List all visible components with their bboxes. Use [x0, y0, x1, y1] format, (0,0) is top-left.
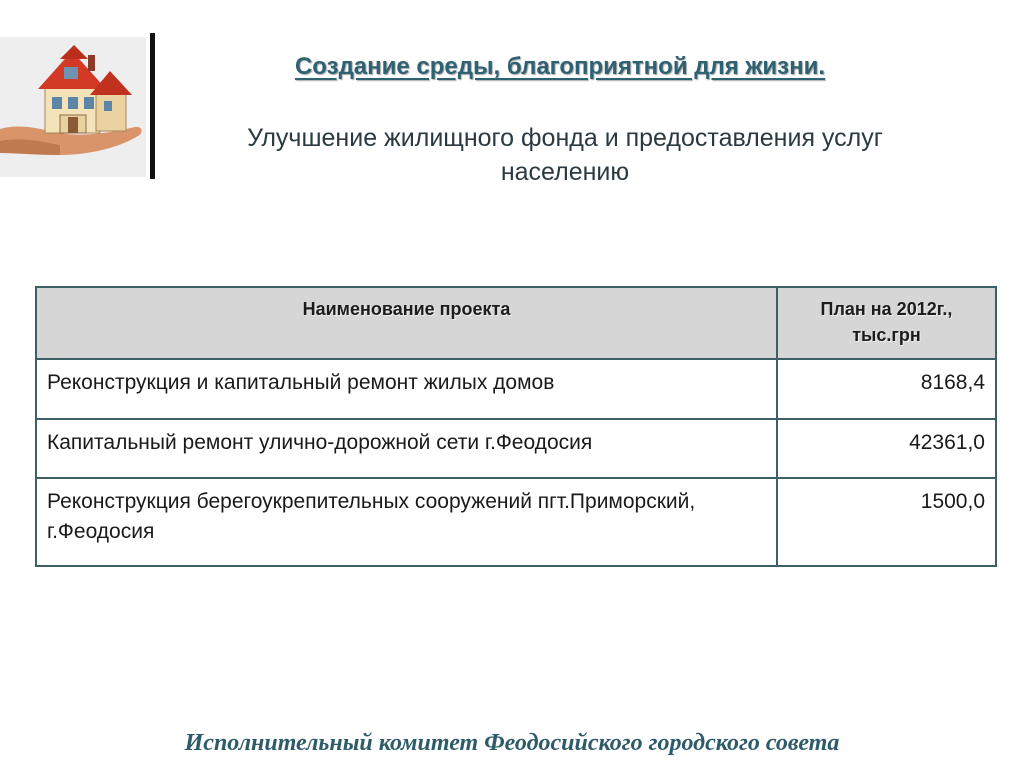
table-row: [36, 478, 996, 566]
project-name-cell: Капитальный ремонт улично-дорожной сети г.Феодосия: [36, 419, 777, 478]
plan-value-cell: 42361,0: [777, 419, 996, 478]
table-row: [36, 419, 996, 478]
plan-value-cell: 8168,4: [777, 359, 996, 419]
table-header-row: [36, 287, 996, 359]
project-name-cell: Реконструкция берегоукрепительных сооружений пгт.Приморский, г.Феодосия: [36, 478, 777, 566]
house-in-hand-icon: [0, 37, 146, 177]
column-header-plan: План на 2012г., тыс.грн: [777, 287, 996, 359]
table-row: [36, 359, 996, 419]
projects-table: [35, 286, 997, 567]
logo-divider: [150, 33, 155, 179]
page-title: Создание среды, благоприятной для жизни.: [294, 53, 826, 80]
plan-value-cell: 1500,0: [777, 478, 996, 566]
page-subtitle: Улучшение жилищного фонда и предоставления услуг населению: [247, 124, 883, 186]
project-name-cell: Реконструкция и капитальный ремонт жилых домов: [36, 359, 777, 419]
footer-organization: Исполнительный комитет Феодосийского городского совета: [184, 730, 840, 756]
column-header-project-name: Наименование проекта: [36, 287, 777, 359]
